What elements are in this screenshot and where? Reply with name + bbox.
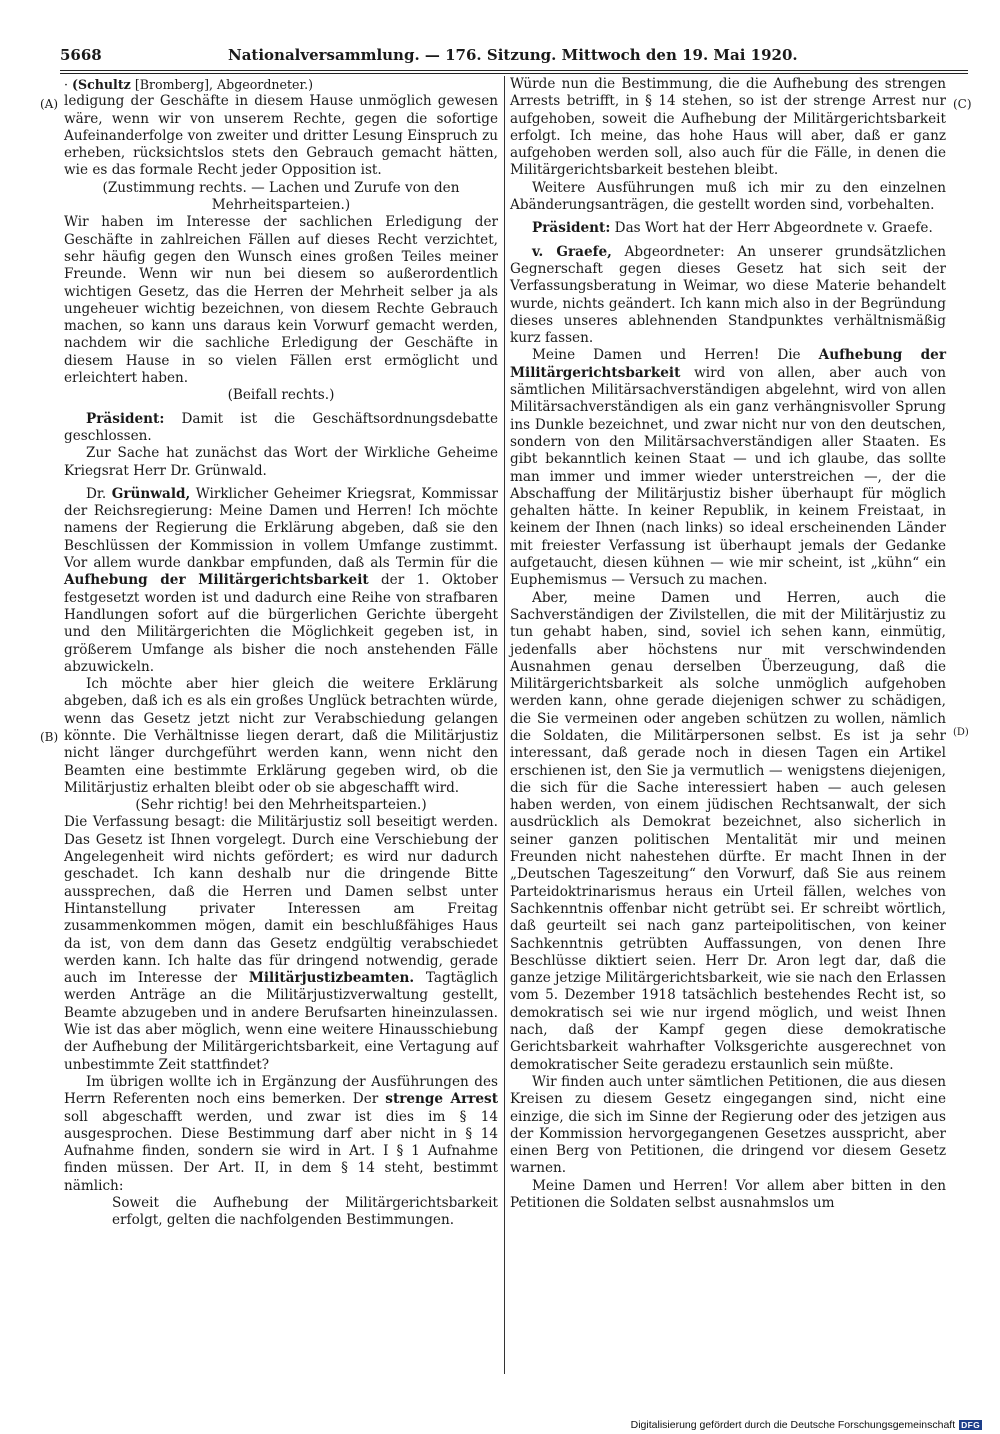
- speaker-continuation: · (Schultz [Bromberg], Abgeordneter.): [64, 77, 314, 92]
- page-header: [60, 44, 968, 72]
- paragraph: Weitere Ausführungen muß ich mir zu den einzelnen Abänderungsanträgen, die gestellt worden sind, vorbehalten.: [510, 179, 946, 214]
- president-statement: [510, 220, 946, 237]
- emphasis: Aufhebung der Militärgerichtsbarkeit: [64, 572, 369, 589]
- speech-text: soll abgeschafft werden, und zwar ist dies im § 14 ausgesprochen. Diese Bestimmung darf aber nicht in § 14 Aufnahme finden, sondern sie wird in Art. I § 1 Aufnahme finden müssen. Der Art. II, in dem § 14 steht, bestimmt nämlich:: [64, 1108, 498, 1194]
- dfg-logo: DFG: [961, 1420, 980, 1430]
- paragraph: Ich möchte aber hier gleich die weitere Erklärung abgeben, daß ich es als ein großes Unglück betrachten würde, wenn das Gesetz jetzt nicht zur Verabschiedung gelangen könnte. Die Verhältnisse liegen derart, daß die Militärjustiz nicht länger durchgeführt werden kann, wenn nicht den Beamten eine bestimmte Erklärung gegeben wird, ob die Militärjustiz erhalten bleibt oder ob sie abgeschafft wird.: [64, 676, 498, 796]
- paragraph: Wir finden auch unter sämtlichen Petitionen, die aus diesen Kreisen zu diesem Gesetz eingegangen sind, nicht eine einzige, die sich im Sinne der Regierung oder des jetzigen aus der Kommission hervorgegangenen Gesetzes ausspricht, aber einen Berg von Petitionen, die dringend vor diesem Gesetz warnen.: [510, 1073, 946, 1177]
- paragraph: Wir haben im Interesse der sachlichen Erledigung der Geschäfte in zahlreichen Fällen auf dieses Recht verzichtet, sehr häufig gegen den Wunsch eines großen Teiles meiner Freunde. Wenn wir nun bei diesem so außerordentlich wichtigen Gesetz, das die Herren der Mehrheit selber ja als ungeheuer wichtig bezeichnen, von diesem Rechte Gebrauch machen, so kann uns daraus kein Vorwurf gemacht werden, nachdem wir die sachliche Erledigung der Geschäfte in diesem Hause in so vielen Fällen erst ermöglicht und erleichtert haben.: [64, 214, 498, 387]
- statement-text: Damit ist die Geschäftsordnungsdebatte geschlossen.: [64, 410, 498, 444]
- paragraph: ledigung der Geschäfte in diesem Hause unmöglich gewesen wäre, wenn wir von unserem Rechte, gegen die sofortige Aufeinanderfolge von zweiter und dritter Lesung Einspruch zu erheben, rücksichtslos stets den Gebrauch gemacht hätten, wie es das formale Recht jeder Opposition ist.: [64, 93, 498, 179]
- page-number: 5668: [60, 46, 102, 64]
- speech-text: Meine Damen und Herren! Die: [532, 347, 819, 364]
- margin-mark-a: (A): [40, 97, 59, 111]
- speaker-name: Präsident:: [86, 410, 165, 427]
- speaker-name: Präsident:: [532, 220, 611, 237]
- paragraph: Aber, meine Damen und Herren, auch die Sachverständigen der Zivilstellen, die mit der Militärjustiz zu tun gehabt haben, sind, soviel ich sehen kann, einmütig, jedenfalls aber höchstens nur mit verschwindenden Ausnahmen genau derselben Überzeugung, daß die Militärgerichtsbarkeit als solche unmöglich aufgehoben werden kann, ohne gerade diejenigen schwer zu schädigen, die Sie vermeinen oder angeben schützen zu wollen, nämlich die Soldaten, die Militärpersonen selbst. Es ist ja sehr interessant, daß gerade noch in diesen Tagen ein Artikel erschienen ist, den Sie ja vermutlich — wenigstens diejenigen, die sich für die Sache interessiert haben — auch gelesen haben werden, von einem jüdischen Rechtsanwalt, der sich ausdrücklich als Demokrat bezeichnet, also sicherlich in seiner ganzen politischen Mentalität mir und meinen Freunden nicht nahestehen dürfte. Er macht Ihnen in der „Deutschen Tageszeitung“ den Vorwurf, daß Sie aus reinem Parteidoktrinarismus heraus ein Urteil fällen, welches von Sachkenntnis offenbar nicht getrübt sei. Er schreibt wörtlich, daß geurteilt sei nach ganz parteipolitischen, von keiner Sachkenntnis getrübten Auffassungen, von denen Ihre Beschlüsse diktiert seien. Herr Dr. Aron legt dar, daß die ganze jetzige Militärgerichtsbarkeit, wie sie nach den Erlassen vom 5. Dezember 1918 tatsächlich bestehendes Recht ist, so demokratisch sei wie nur irgend möglich, und weist Ihnen nach, daß der Kampf gegen diese demokratische Gerichtsbarkeit wahrhafter Volksgerichte ausgerechnet von demokratischer Seite geradezu erstaunlich sein müßte.: [510, 589, 946, 1073]
- emphasis: strenge Arrest: [385, 1091, 498, 1108]
- interjection: (Sehr richtig! bei den Mehrheitsparteien.): [135, 797, 427, 814]
- footer-text: Digitalisierung gefördert durch die Deutsche Forschungsgemeinschaft: [630, 1419, 956, 1431]
- left-column: [64, 76, 498, 1230]
- president-statement: [64, 411, 498, 446]
- speech-text: Die Verfassung besagt: die Militärjustiz soll beseitigt werden. Das Gesetz ist Ihnen vorgelegt. Durch eine Verschiebung der Angelegenheit wird nichts gefördert; es wird nur dadurch geschadet. Ich kann deshalb nur die dringende Bitte aussprechen, daß die Herren und Damen selbst unter Hintanstellung privater Interessen am Freitag zusammenkommen mögen, damit ein beschlußfähiges Haus da ist, von dem dann das Gesetz endgültig verabschiedet werden kann. Ich halte das für dringend notwendig, gerade auch im Interesse der: [64, 814, 498, 987]
- interjection: (Beifall rechts.): [227, 387, 335, 404]
- margin-mark-c: (C): [953, 97, 972, 111]
- speech-opening: [64, 486, 498, 676]
- right-column: [510, 76, 946, 1212]
- column-divider: [504, 76, 505, 1374]
- statement-text: Das Wort hat der Herr Abgeordnete v. Graefe.: [610, 220, 933, 237]
- paragraph: [510, 347, 946, 589]
- paragraph: [64, 1074, 498, 1195]
- quoted-provision: Soweit die Aufhebung der Militärgerichtsbarkeit erfolgt, gelten die nachfolgenden Bestimmungen.: [112, 1195, 498, 1229]
- emphasis: Aufhebung der Militärgerichtsbarkeit: [510, 347, 946, 381]
- speaker-role: [Bromberg], Abgeordneter.): [130, 77, 314, 92]
- paragraph: [64, 814, 498, 1073]
- speech-text: wird von allen, aber auch von sämtlichen Militärsachverständigen abgelehnt, wird von allen Militärsachverständigen als ein ganz verhängnisvoller Sprung ins Dunkle bezeichnet, und zwar nicht nur von den deutschen, sondern von den Militärsachverständigen aller Staaten. Es gibt bekanntlich keinen Staat — und ich glaube, das sollte man immer und immer wieder unterstreichen —, der die Abschaffung der Militärjustiz bisher überhaupt für möglich gehalten hätte. In keiner Republik, in keinem Freistaat, in keinem der Ihnen (nach links) so ideal erscheinenden Länder mit freiester Verfassung ist überhaupt jemals der Gedanke aufgetaucht, diesen kühnen — wie mir scheint, ist „kühn“ ein Euphemismus — Versuch zu machen.: [510, 364, 946, 589]
- margin-mark-d: (D): [953, 727, 969, 738]
- speech-opening: [510, 244, 946, 348]
- running-title: Nationalversammlung. — 176. Sitzung. Mittwoch den 19. Mai 1920.: [228, 46, 798, 64]
- emphasis: Militärjustizbeamten.: [248, 970, 415, 987]
- header-rule: [60, 70, 968, 71]
- speaker-name: (Schultz: [72, 77, 131, 92]
- digitization-footer: [631, 1419, 982, 1431]
- interjection: (Zustimmung rechts. — Lachen und Zurufe von den Mehrheitsparteien.): [102, 179, 460, 214]
- speaker-title: Dr.: [86, 485, 112, 502]
- speech-text: Tagtäglich werden Anträge an die Militärjustizverwaltung gestellt, Beamte abzugeben und in andere Berufsarten hineinzulassen. Wie ist das aber möglich, wenn eine weitere Hinausschiebung der Aufhebung der Militärgerichtsbarkeit, eine Vertagung auf unbestimmte Zeit stattfindet?: [64, 970, 498, 1073]
- header-rule-thin: [60, 73, 968, 74]
- speech-text: Im übrigen wollte ich in Ergänzung der Ausführungen des Herrn Referenten noch eins bemerken. Der: [64, 1073, 498, 1108]
- speaker-name: v. Graefe,: [532, 243, 612, 260]
- paragraph: Meine Damen und Herren! Vor allem aber bitten in den Petitionen die Soldaten selbst ausnahmslos um: [510, 1177, 946, 1211]
- speaker-name: Grünwald,: [111, 485, 191, 502]
- speech-text: der 1. Oktober festgesetzt worden ist und dadurch eine Reihe von strafbaren Handlungen sofort auf die bürgerlichen Gerichte übergeht und den Militärgerichten die Möglichkeit gegeben ist, in größerem Umfange als bisher die noch anstehenden Fälle abzuwickeln.: [64, 572, 499, 675]
- paragraph: Würde nun die Bestimmung, die die Aufhebung des strengen Arrests betrifft, in § 14 stehen, so ist der strenge Arrest nur aufgehoben, soweit die Aufhebung der Militärgerichtsbarkeit erfolgt. Ich meine, das hohe Haus will aber, daß er ganz aufgehoben werden soll, also auch für die Fälle, in denen die Militärgerichtsbarkeit bestehen bleibt.: [510, 76, 946, 179]
- margin-mark-b: (B): [40, 730, 59, 744]
- speech-text: Wirklicher Geheimer Kriegsrat, Kommissar der Reichsregierung: Meine Damen und Herren! Ich möchte namens der Regierung die Erklärung abgeben, daß sie den Beschlüssen der Kommission in vollem Umfange zustimmt. Vor allem wurde dankbar empfunden, daß als Termin für die: [64, 485, 499, 572]
- paragraph: Zur Sache hat zunächst das Wort der Wirkliche Geheime Kriegsrat Herr Dr. Grünwald.: [64, 445, 498, 479]
- speech-text: Abgeordneter: An unserer grundsätzlichen Gegnerschaft gegen dieses Gesetz hat sich seit der Verfassungsberatung in Weimar, wo diese Materie behandelt wurde, nichts geändert. Ich kann mich also in der Begründung dieses unseres ablehnenden Standpunktes verhältnismäßig kurz fassen.: [510, 243, 946, 347]
